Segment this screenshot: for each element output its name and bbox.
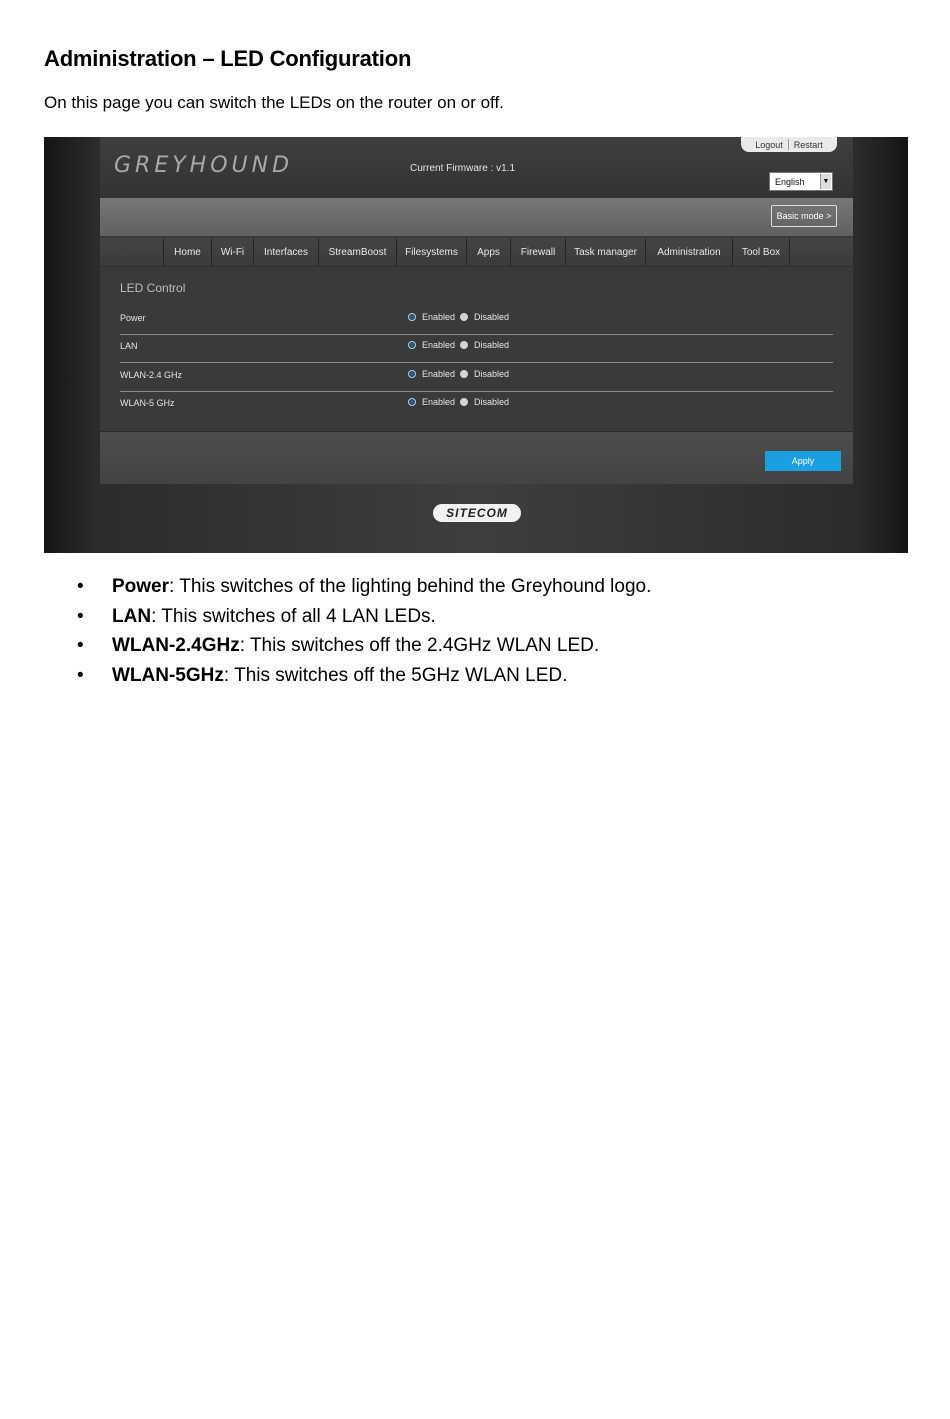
bullet-term: WLAN-5GHz (112, 665, 224, 687)
disabled-radio[interactable] (460, 341, 468, 349)
session-links (741, 137, 837, 152)
led-control-title: LED Control (120, 281, 186, 295)
router-header (100, 137, 853, 198)
disabled-radio[interactable] (460, 313, 468, 321)
logout-link[interactable]: Logout (755, 139, 783, 150)
list-item (77, 576, 651, 606)
enabled-label: Enabled (422, 397, 456, 407)
panel-footer (100, 431, 853, 484)
page-title: Administration – LED Configuration (44, 46, 412, 71)
bullet-text: : This switches off the 5GHz WLAN LED. (223, 665, 568, 687)
main-nav (100, 238, 853, 267)
bullet-term: Power (112, 576, 170, 597)
nav-filesystems[interactable]: Filesystems (396, 238, 466, 266)
firmware-version: Current Firmware : v1.1 (410, 163, 516, 174)
bullet-list (77, 576, 651, 695)
router-panel (100, 137, 853, 483)
restart-link[interactable]: Restart (793, 139, 823, 150)
nav-home[interactable]: Home (163, 238, 211, 266)
led-label: WLAN-5 GHz (120, 398, 175, 408)
disabled-label: Disabled (474, 397, 510, 407)
disabled-label: Disabled (474, 340, 510, 350)
led-radio-group (408, 340, 509, 350)
list-item (77, 635, 651, 665)
bullet-icon: • (77, 665, 84, 687)
nav-firewall[interactable]: Firewall (510, 238, 565, 266)
bullet-icon: • (77, 635, 84, 657)
disabled-label: Disabled (474, 369, 510, 379)
bullet-term: WLAN-2.4GHz (112, 635, 240, 657)
bullet-term: LAN (112, 605, 152, 627)
intro-text: On this page you can switch the LEDs on the router on or off. (44, 93, 504, 112)
bullet-text: : This switches off the 2.4GHz WLAN LED. (239, 635, 600, 657)
enabled-radio[interactable] (408, 370, 416, 378)
nav-apps[interactable]: Apps (466, 238, 510, 266)
nav-wifi[interactable]: Wi-Fi (211, 238, 253, 266)
led-row-wlan-24 (120, 363, 833, 392)
list-item (77, 665, 651, 695)
enabled-label: Enabled (422, 340, 456, 350)
nav-streamboost[interactable]: StreamBoost (318, 238, 396, 266)
language-value: English (775, 176, 805, 187)
led-label: WLAN-2.4 GHz (120, 370, 183, 380)
led-row-wlan-5 (120, 391, 833, 419)
enabled-radio[interactable] (408, 398, 416, 406)
enabled-label: Enabled (422, 369, 456, 379)
language-select[interactable] (769, 172, 833, 191)
led-radio-group (408, 397, 509, 407)
led-row-power (120, 306, 833, 335)
disabled-radio[interactable] (460, 398, 468, 406)
led-label: Power (120, 313, 146, 323)
bullet-icon: • (77, 605, 84, 627)
enabled-radio[interactable] (408, 313, 416, 321)
led-label: LAN (120, 341, 138, 351)
sitecom-logo: SITECOM (433, 504, 521, 522)
bullet-text: : This switches of all 4 LAN LEDs. (151, 605, 436, 627)
bullet-text: : This switches of the lighting behind the Greyhound logo. (169, 576, 652, 597)
router-screenshot (44, 137, 908, 553)
basic-mode-button[interactable]: Basic mode > (771, 205, 837, 227)
led-radio-group (408, 369, 509, 379)
bullet-icon: • (77, 576, 84, 597)
disabled-radio[interactable] (460, 370, 468, 378)
greyhound-logo: GREYHOUND (114, 153, 294, 178)
nav-administration[interactable]: Administration (645, 238, 732, 266)
disabled-label: Disabled (474, 312, 510, 322)
nav-task-manager[interactable]: Task manager (565, 238, 645, 266)
enabled-radio[interactable] (408, 341, 416, 349)
enabled-label: Enabled (422, 312, 456, 322)
nav-toolbox[interactable]: Tool Box (732, 238, 790, 266)
apply-button[interactable]: Apply (765, 451, 841, 471)
mode-bar (100, 198, 853, 236)
led-row-lan (120, 334, 833, 363)
nav-interfaces[interactable]: Interfaces (253, 238, 318, 266)
chevron-down-icon[interactable]: ▼ (820, 174, 831, 189)
list-item (77, 606, 651, 636)
led-radio-group (408, 312, 509, 322)
